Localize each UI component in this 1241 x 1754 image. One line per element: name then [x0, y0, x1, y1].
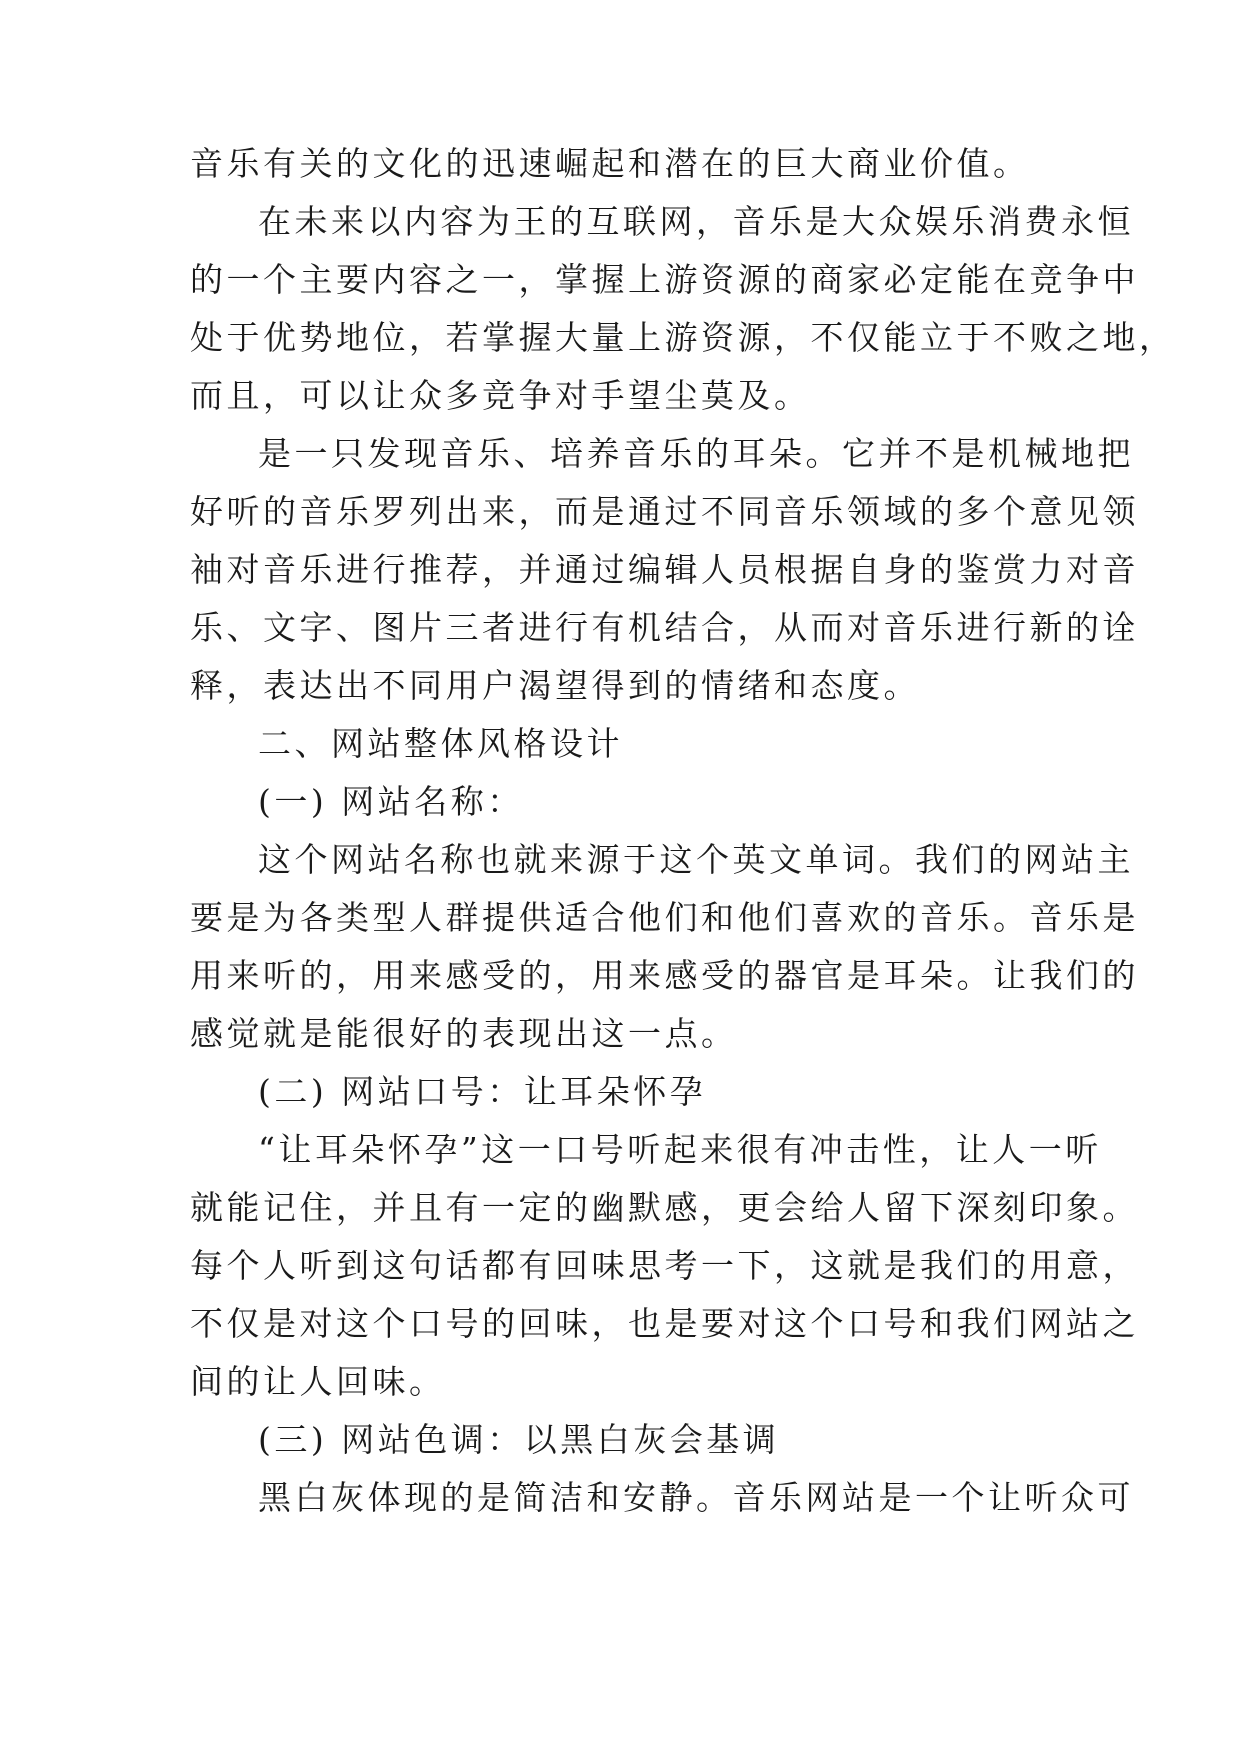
section-heading: 二、网站整体风格设计	[258, 724, 623, 763]
text-line: 在未来以内容为王的互联网，音乐是大众娱乐消费永恒	[258, 202, 1134, 241]
text-line: 的一个主要内容之一，掌握上游资源的商家必定能在竞争中	[190, 260, 1139, 299]
subsection-heading: (一) 网站名称：	[258, 782, 524, 821]
subsection-heading: (二) 网站口号：让耳朵怀孕	[258, 1072, 707, 1111]
text-line: 是一只发现音乐、培养音乐的耳朵。它并不是机械地把	[258, 434, 1134, 473]
text-line: 释，表达出不同用户渴望得到的情绪和态度。	[190, 666, 920, 705]
text-line: 音乐有关的文化的迅速崛起和潜在的巨大商业价值。	[190, 144, 1030, 183]
text-line: 袖对音乐进行推荐，并通过编辑人员根据自身的鉴赏力对音	[190, 550, 1139, 589]
text-line: 每个人听到这句话都有回味思考一下，这就是我们的用意，	[190, 1246, 1139, 1285]
text-line: 不仅是对这个口号的回味，也是要对这个口号和我们网站之	[190, 1304, 1139, 1343]
text-line: 用来听的，用来感受的，用来感受的器官是耳朵。让我们的	[190, 956, 1139, 995]
text-line: 处于优势地位，若掌握大量上游资源，不仅能立于不败之地，	[190, 318, 1176, 357]
text-line: 间的让人回味。	[190, 1362, 446, 1401]
text-line: 感觉就是能很好的表现出这一点。	[190, 1014, 738, 1053]
text-line: “让耳朵怀孕”这一口号听起来很有冲击性，让人一听	[258, 1130, 1102, 1169]
text-line: 而且，可以让众多竞争对手望尘莫及。	[190, 376, 811, 415]
text-line: 乐、文字、图片三者进行有机结合，从而对音乐进行新的诠	[190, 608, 1139, 647]
subsection-heading: (三) 网站色调：以黑白灰会基调	[258, 1420, 780, 1459]
text-line: 黑白灰体现的是简洁和安静。音乐网站是一个让听众可	[258, 1478, 1134, 1517]
text-line: 要是为各类型人群提供适合他们和他们喜欢的音乐。音乐是	[190, 898, 1139, 937]
text-line: 好听的音乐罗列出来，而是通过不同音乐领域的多个意见领	[190, 492, 1139, 531]
text-line: 就能记住，并且有一定的幽默感，更会给人留下深刻印象。	[190, 1188, 1139, 1227]
text-line: 这个网站名称也就来源于这个英文单词。我们的网站主	[258, 840, 1134, 879]
